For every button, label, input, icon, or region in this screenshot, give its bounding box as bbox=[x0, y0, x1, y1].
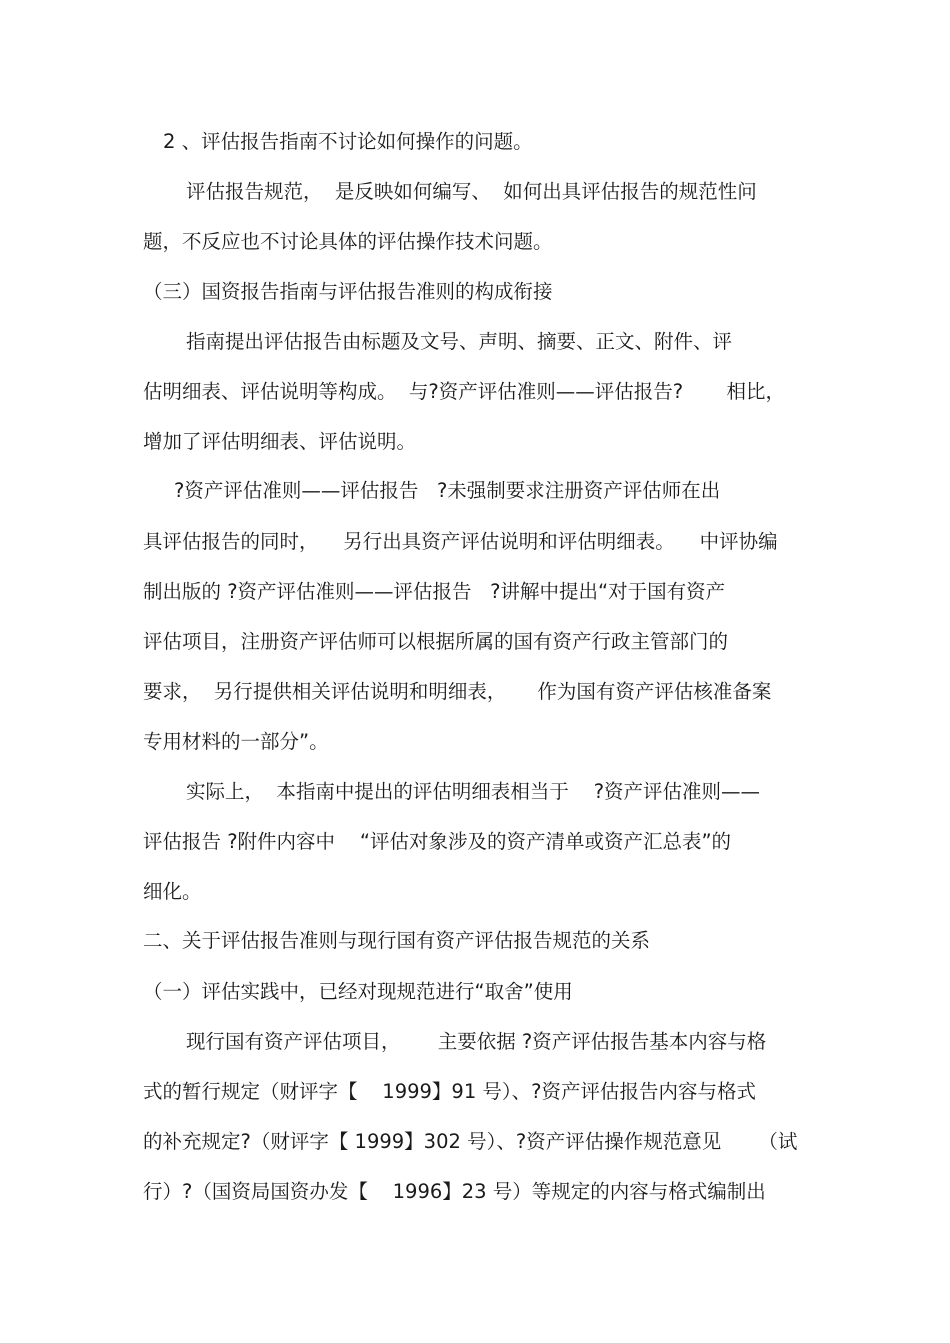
text-line: 实际上， 本指南中提出的评估明细表相当于 ?资产评估准则—— bbox=[186, 780, 761, 803]
text-line: 的补充规定?（财评字【 1999】302 号）、?资产评估操作规范意见 （试 bbox=[143, 1130, 798, 1153]
section-heading: 二、关于评估报告准则与现行国有资产评估报告规范的关系 bbox=[143, 929, 651, 952]
text-line: 具评估报告的同时， 另行出具资产评估说明和评估明细表。 中评协编 bbox=[143, 530, 778, 553]
section-heading: （三）国资报告指南与评估报告准则的构成衔接 bbox=[143, 280, 553, 303]
section-heading: （一）评估实践中，已经对现规范进行“取舍”使用 bbox=[143, 980, 573, 1003]
text-line: 指南提出评估报告由标题及文号、声明、摘要、正文、附件、评 bbox=[186, 330, 733, 353]
text-line: 制出版的 ?资产评估准则——评估报告 ?讲解中提出“对于国有资产 bbox=[143, 580, 726, 603]
text-line: ?资产评估准则——评估报告 ?未强制要求注册资产评估师在出 bbox=[174, 479, 721, 502]
text-line: 专用材料的一部分”。 bbox=[143, 730, 329, 753]
text-line: 评估报告 ?附件内容中 “评估对象涉及的资产清单或资产汇总表”的 bbox=[143, 830, 732, 853]
text-line: 评估项目，注册资产评估师可以根据所属的国有资产行政主管部门的 bbox=[143, 630, 729, 653]
text-line: 要求， 另行提供相关评估说明和明细表， 作为国有资产评估核准备案 bbox=[143, 680, 772, 703]
text-line: 评估报告规范， 是反映如何编写、 如何出具评估报告的规范性问 bbox=[186, 180, 757, 203]
text-line: 2 、评估报告指南不讨论如何操作的问题。 bbox=[163, 130, 533, 153]
text-line: 现行国有资产评估项目， 主要依据 ?资产评估报告基本内容与格 bbox=[186, 1030, 767, 1053]
text-line: 题，不反应也不讨论具体的评估操作技术问题。 bbox=[143, 230, 553, 253]
text-line: 式的暂行规定（财评字【 1999】91 号）、?资产评估报告内容与格式 bbox=[143, 1080, 757, 1103]
text-line: 细化。 bbox=[143, 880, 202, 903]
text-line: 增加了评估明细表、评估说明。 bbox=[143, 430, 417, 453]
text-line: 行）?（国资局国资办发【 1996】23 号）等规定的内容与格式编制出 bbox=[143, 1180, 766, 1203]
text-line: 估明细表、评估说明等构成。 与?资产评估准则——评估报告? 相比， bbox=[143, 380, 785, 403]
